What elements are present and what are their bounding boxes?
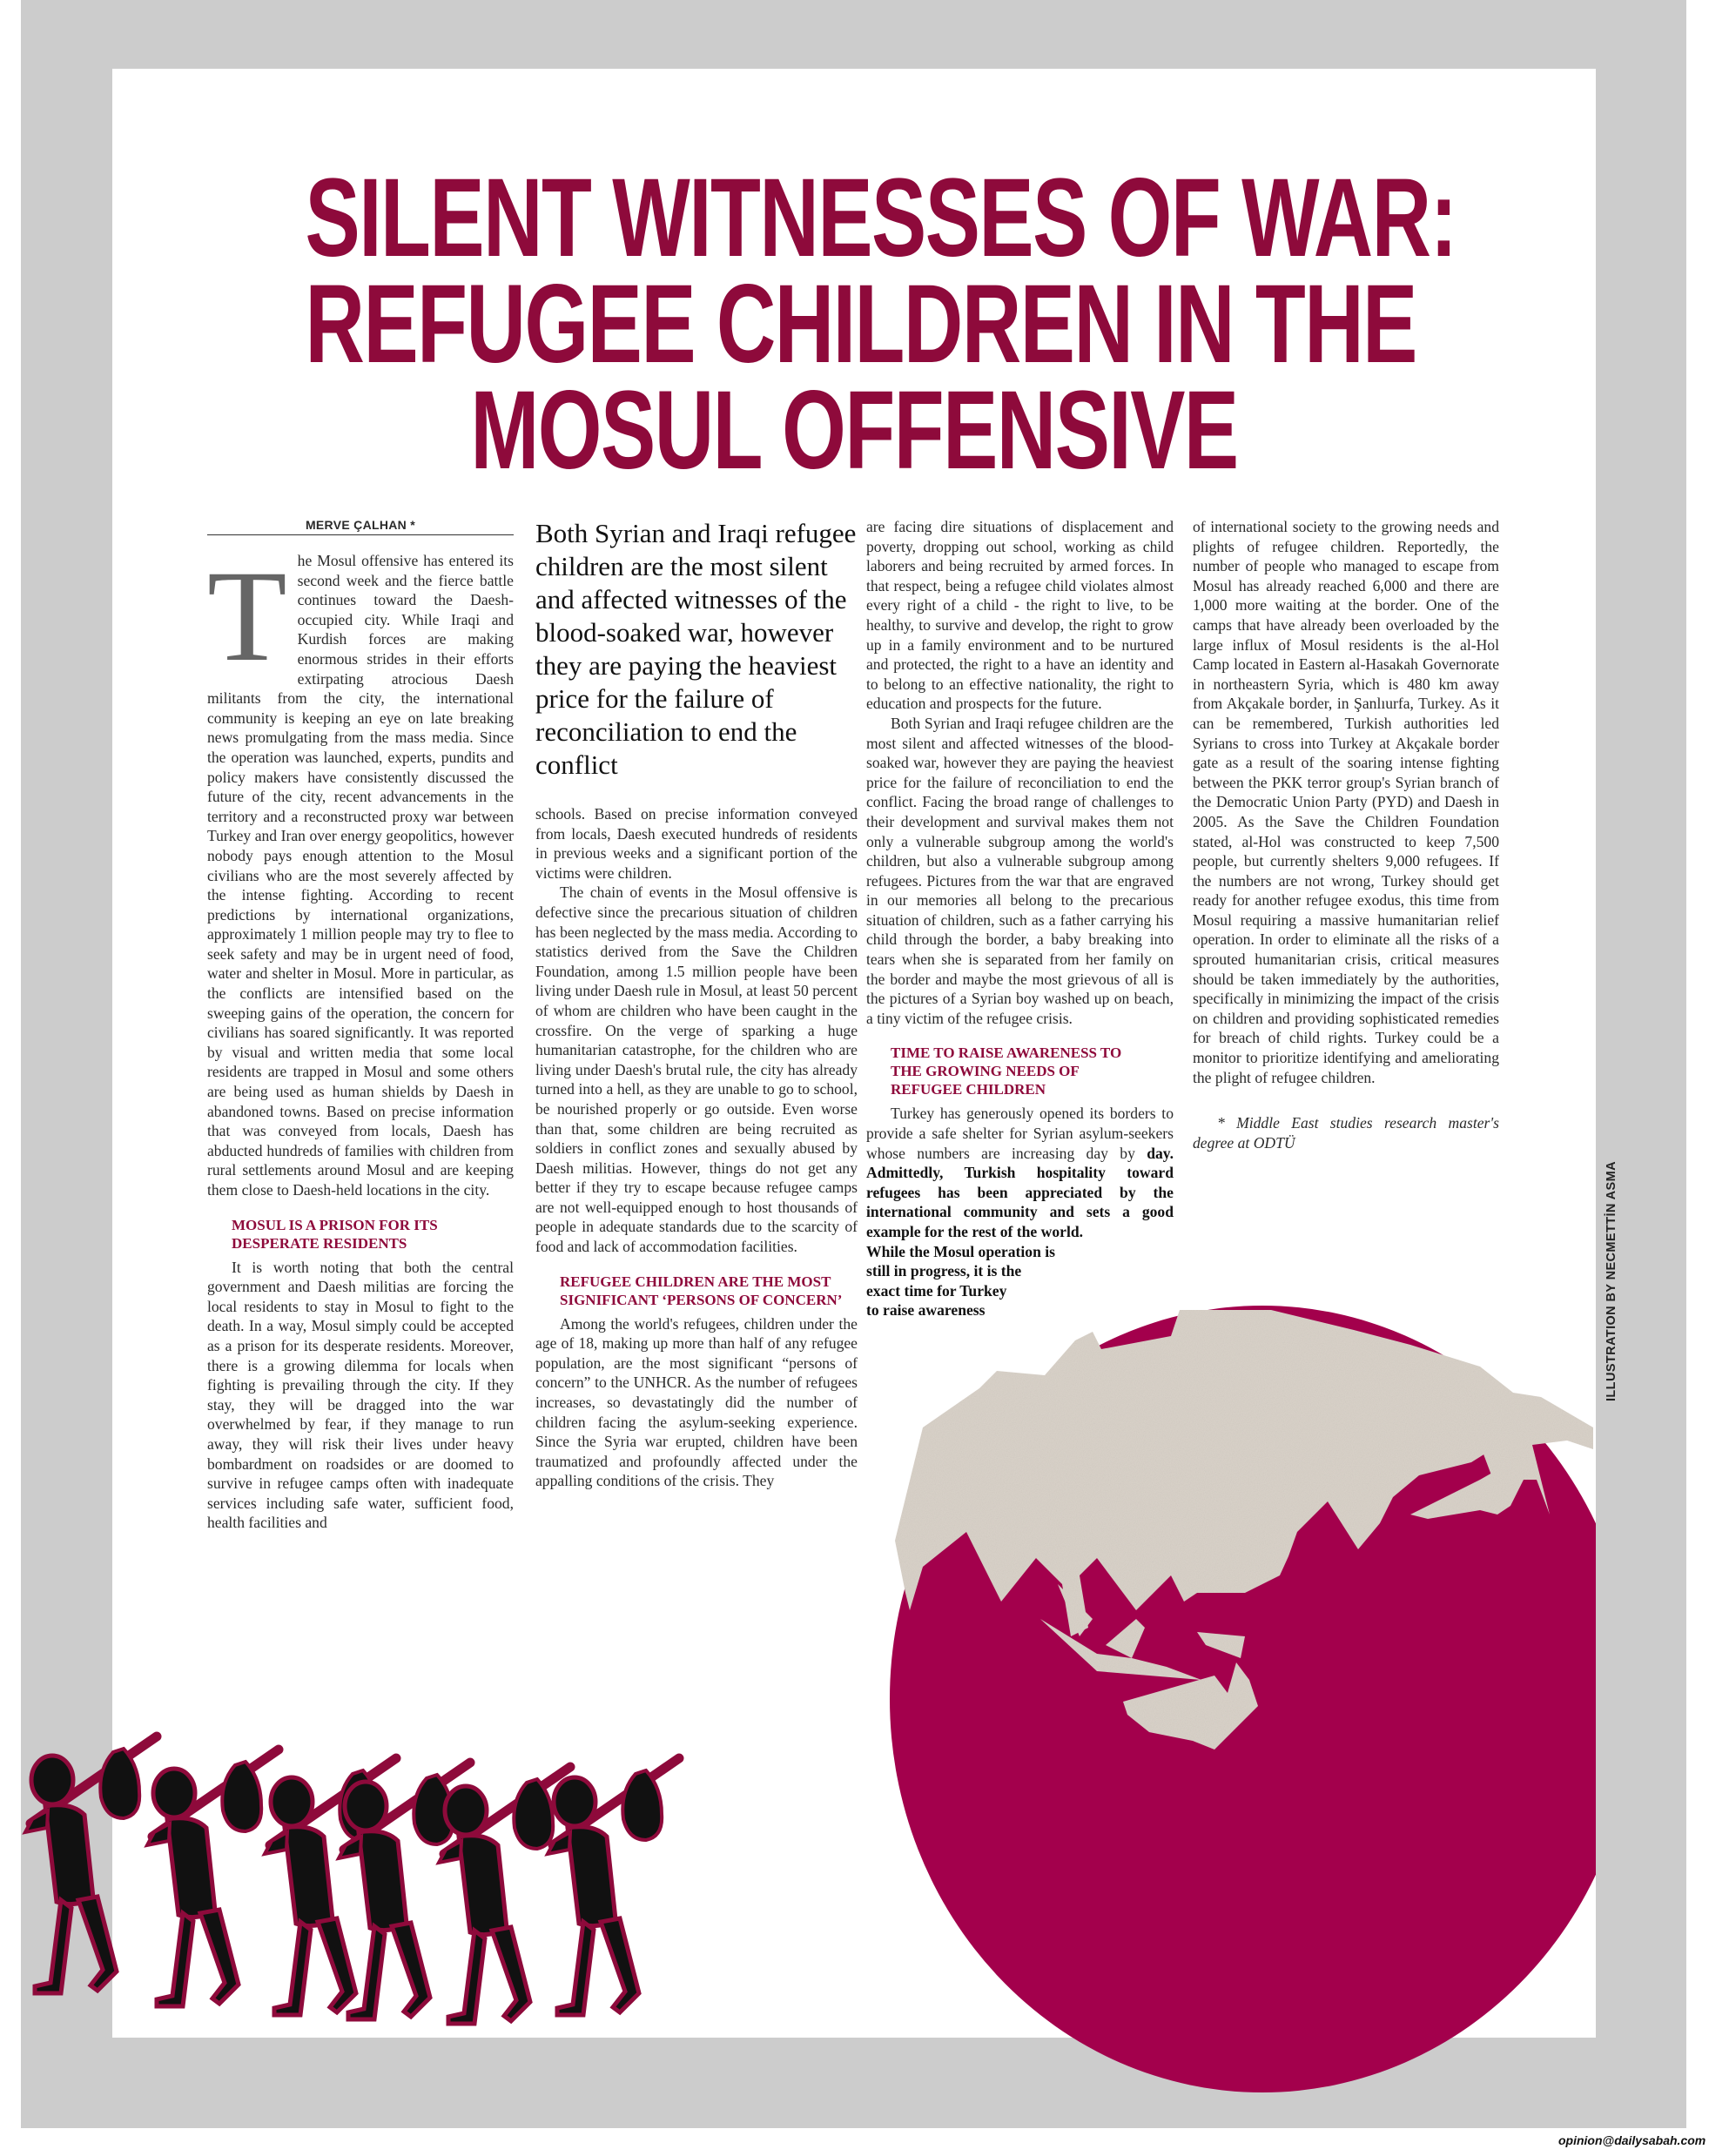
- subhead-raise-awareness: TIME TO RAISE AWARENESS TO THE GROWING NEEDS OF REFUGEE CHILDREN: [891, 1044, 1122, 1098]
- paragraph: schools. Based on precise information conveyed from locals, Daesh executed hundreds of residents in previous weeks and a significant portion of the victims were children.: [535, 805, 858, 882]
- author-footnote: * Middle East studies research master's degree at ODTÜ: [1193, 1114, 1499, 1152]
- globe-icon: [890, 1306, 1635, 2092]
- wrapped-lines: [866, 1242, 1174, 1320]
- subhead-mosul-prison: MOSUL IS A PRISON FOR ITS DESPERATE RESIDENTS: [232, 1216, 438, 1252]
- footer-email: opinion@dailysabah.com: [1558, 2133, 1706, 2147]
- paragraph: Turkey has generously opened its borders to provide a safe shelter for Syrian asylum-seekers whose numbers are increasing day by day. Admittedly, Turkish hospitality toward refugees has been appreciated by the international community and sets a good example for the rest of the world.: [866, 1105, 1174, 1240]
- column-3: [866, 517, 1174, 1320]
- paragraph: are facing dire situations of displacement and poverty, dropping out school, working as child laborers and being recruited by armed forces. In that respect, being a refugee child violates almost every right of a child - the right to live, to be healthy, to survive and develop, the right to grow up in a family environment and to be nurtured and protected, the right to a have an identity and to belong to an effective nationality, the right to education and prospects for the future.: [866, 518, 1174, 713]
- column-4: [1193, 517, 1499, 1152]
- wrapped-line: to raise awareness: [866, 1301, 986, 1320]
- byline: MERVE ÇALHAN *: [207, 517, 514, 535]
- paragraph: of international society to the growing needs and plights of refugee children. Reportedly, the number of people who managed to escape from Mosul has already reached 6,000 and there are 1,000 more waiting at the border. One of the camps that have already been overloaded by the large influx of Mosul residents is the al-Hol Camp located in Eastern al-Hasakah Governorate in northeastern Syria, which is 480 km away from Akçakale border, in Şanlıurfa, Turkey. As it can be remembered, Turkish authorities led Syrians to cross into Turkey at Akçakale border gate as a result of the soaring intense fighting between the PKK terror group's Syrian branch of the Democratic Union Party (PYD) and Daesh in 2005. As the Save the Children Foundation stated, al-Hol was constructed to keep 7,500 people, but currently shelters 9,000 refugees. If the numbers are not wrong, Turkey should get ready for another refugee exodus, this time from Mosul requiring a massive humanitarian relief operation. In order to eliminate all the risks of a sprouted humanitarian crisis, critical measures should be taken immediately by the authorities, specifically in minimizing the impact of the crisis on children and providing sophisticated remedies for breach of child rights. Turkey could be a monitor to prioritize identifying and ameliorating the plight of refugee children.: [1193, 518, 1499, 1086]
- intro-paragraph: he Mosul offensive has entered its second week and the fierce battle continues toward the Daesh-occupied city. While Iraqi and Kurdish forces are making enormous strides in their efforts extirpating atrocious Daesh militants from the city, the international community is keeping an eye on late breaking news promulgating from the mass media. Since the operation was launched, experts, pundits and policy makers have consistently discussed the future of the city, recent advancements in the territory and a reconstructed proxy war between Turkey and Iran over energy geopolitics, however nobody pays enough attention to the Mosul civilians who are the most severely affected by the intense fighting. According to recent predictions by international organizations, approximately 1 million people may try to flee to seek safety and may be in urgent need of food, water and shelter in Mosul. More in particular, as the conflicts are intensified based on the sweeping gains of the operation, the concern for civilians has soared significantly. It was reported by visual and written media that some local residents are trapped in Mosul and some others are being used as human shields by Daesh in abandoned towns. Based on precise information that was conveyed from locals, Daesh has abducted hundreds of families with children from rural settlements around Mosul and are keeping them close to Daesh-held locations in the city.: [207, 552, 514, 1199]
- wrapped-line: exact time for Turkey: [866, 1281, 1007, 1300]
- illustration-credit: ILLUSTRATION BY NECMETTİN ASMA: [1605, 1161, 1618, 1401]
- column-1: [207, 517, 514, 1533]
- subhead-persons-of-concern: REFUGEE CHILDREN ARE THE MOST SIGNIFICANT ‘PERSONS OF CONCERN’: [560, 1273, 843, 1308]
- paragraph: The chain of events in the Mosul offensive is defective since the precarious situation of children has been neglected by the mass media. According to statistics derived from the Save the Children Foundation, among 1.5 million people have been living under Daesh rule in Mosul, at least 50 percent of whom are children who have been caught in the crossfire. On the verge of sparking a huge humanitarian catastrophe, for the children who are living under Daesh's brutal rule, the city has already turned into a hell, as they are unable to go to school, be nourished properly or go outside. Even worse than that, some children are being recruited as soldiers in conflict zones and sexually abused by Daesh militias. However, things do not get any better if they try to escape because refugee camps are not well-equipped enough to host thousands of people in adequate standards due to the scarcity of food and lack of accommodation facilities.: [535, 883, 858, 1256]
- refugee-child-figure: [25, 1736, 157, 1993]
- headline-line-2: REFUGEE CHILDREN IN THE: [305, 262, 1416, 386]
- wrapped-line: While the Mosul operation is: [866, 1242, 1055, 1260]
- refugee-child-figure: [147, 1750, 279, 2006]
- pull-quote: Both Syrian and Iraqi refugee children are the most silent and affected witnesses of the blood-soaked war, however they are paying the heaviest price for the failure of reconciliation to end the conflict: [535, 518, 857, 780]
- column-2: [535, 517, 858, 1491]
- refugee-child-figure: [439, 1767, 570, 2024]
- paragraph: Among the world's refugees, children under the age of 18, making up more than half of any refugee population, are the most significant “persons of concern” to the UNHCR. As the number of refugees increases, so devastatingly did the number of children facing the asylum-seeking experience. Since the Syria war erupted, children have been traumatized and profoundly affected under the appalling conditions of the crisis. They: [535, 1314, 858, 1490]
- dropcap: T: [207, 551, 287, 682]
- headline: [112, 156, 1596, 493]
- paragraph: It is worth noting that both the central government and Daesh militias are forcing the local residents to stay in Mosul to fight to the death. In a way, Mosul simply could be accepted as a prison for its desperate residents. Moreover, there is a growing dilemma for locals when fighting is prevailing through the city. If they stay, they will be dragged into the war overwhelmed by fear, if they manage to run away, they will risk their lives under heavy bombardment on roadsides or are doomed to survive in refugee camps often with inadequate services including safe water, sufficient food, health facilities and: [207, 1258, 514, 1532]
- refugee-child-figure: [548, 1758, 679, 2015]
- headline-line-3: MOSUL OFFENSIVE: [470, 368, 1238, 493]
- wrapped-line: still in progress, it is the: [866, 1262, 1022, 1280]
- paragraph: Both Syrian and Iraqi refugee children are the most silent and affected witnesses of the blood-soaked war, however they are paying the heaviest price for the failure of reconciliation to end the conflict. Facing the broad range of challenges to their development and survival makes them not only a vulnerable subgroup among the world's children, but also a vulnerable subgroup among refugees. Pictures from the war that are engraved in our memories all belong to the precarious situation of children, such as a father carrying his child through the border, a baby breaking into tears when she is separated from her family on the border and maybe the most grievous of all is the pictures of a Syrian boy washed up on beach, a tiny victim of the refugee crisis.: [866, 714, 1174, 1027]
- refugee-children-figures: [25, 1736, 679, 2024]
- headline-line-1: SILENT WITNESSES OF WAR:: [305, 156, 1457, 280]
